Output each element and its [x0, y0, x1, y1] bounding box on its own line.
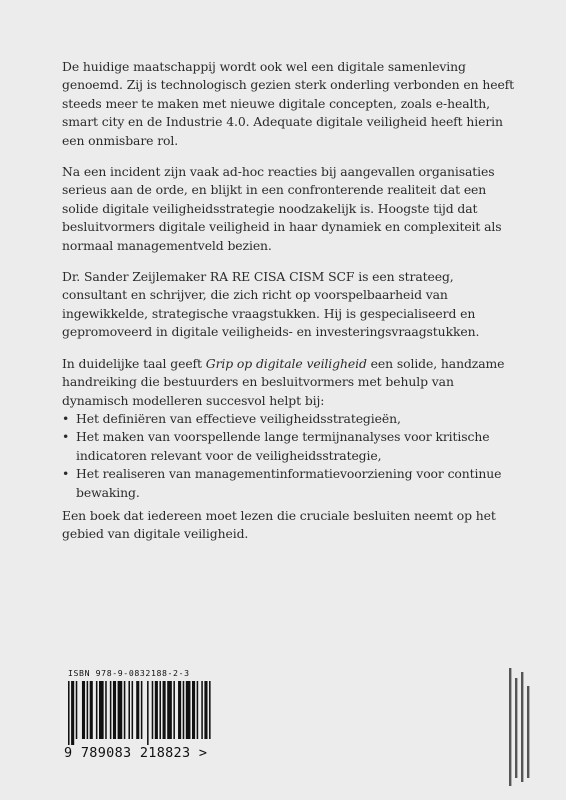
publisher-logo-icon [505, 668, 535, 788]
list-item-text: Het realiseren van managementinformatievoorziening voor continue bewaking. [76, 466, 502, 500]
paragraph-book [62, 355, 522, 410]
list-item-text: Het maken van voorspellende lange termijnanalyses voor kritische indicatoren relevant voor de veiligheidsstrategie, [76, 429, 490, 463]
paragraph-author: Dr. Sander Zeijlemaker RA RE CISA CISM SCF is een strateeg, consultant en schrijver, die zich richt op voorspelbaarheid van ingewikkelde, strategische vraagstukken. Hij is gespecialiseerd en gepromoveerd in digitale veiligheids- en investeringsvraagstukken. [62, 269, 480, 340]
bullet-icon: • [62, 429, 70, 445]
barcode-icon [66, 681, 218, 745]
book-rest-text: een solide, handzame handreiking die bestuurders en besluitvormers met behulp van dynamisch modelleren succesvol helpt bij: [62, 355, 505, 408]
benefit-list [62, 410, 522, 502]
list-item [62, 465, 522, 502]
list-item [62, 410, 522, 428]
book-intro-text: In duidelijke taal geeft [62, 355, 206, 371]
book-title: Grip op digitale veiligheid [205, 355, 367, 371]
paragraph-intro: De huidige maatschappij wordt ook wel een digitale samenleving genoemd. Zij is technologisch gezien sterk onderling verbonden en heeft steeds meer te maken met nieuwe digitale concepten, zoals e-health, smart city en de Industrie 4.0. Adequate digitale veiligheid heeft hierin een onmisbare rol. [62, 59, 515, 148]
isbn-label: ISBN 978-9-0832188-2-3 [68, 668, 190, 678]
blurb-text [62, 58, 522, 557]
list-item-text: Het definiëren van effectieve veiligheidsstrategieën, [76, 410, 401, 426]
bullet-icon: • [62, 410, 70, 426]
barcode-number: 9 789083 218823 > [64, 745, 208, 761]
paragraph-closing: Een boek dat iedereen moet lezen die cruciale besluiten neemt op het gebied van digitale veiligheid. [62, 507, 496, 542]
bullet-icon: • [62, 466, 70, 482]
isbn-barcode [64, 668, 224, 768]
paragraph-incident: Na een incident zijn vaak ad-hoc reacties bij aangevallen organisaties serieus aan de orde, en blijkt in een confronterende realiteit dat een solide digitale veiligheidsstrategie noodzakelijk is. Hoogste tijd dat besluitvormers digitale veiligheid in haar dynamiek en complexiteit als normaal managementveld bezien. [62, 164, 502, 253]
list-item [62, 428, 522, 465]
publisher-logo [505, 668, 535, 788]
